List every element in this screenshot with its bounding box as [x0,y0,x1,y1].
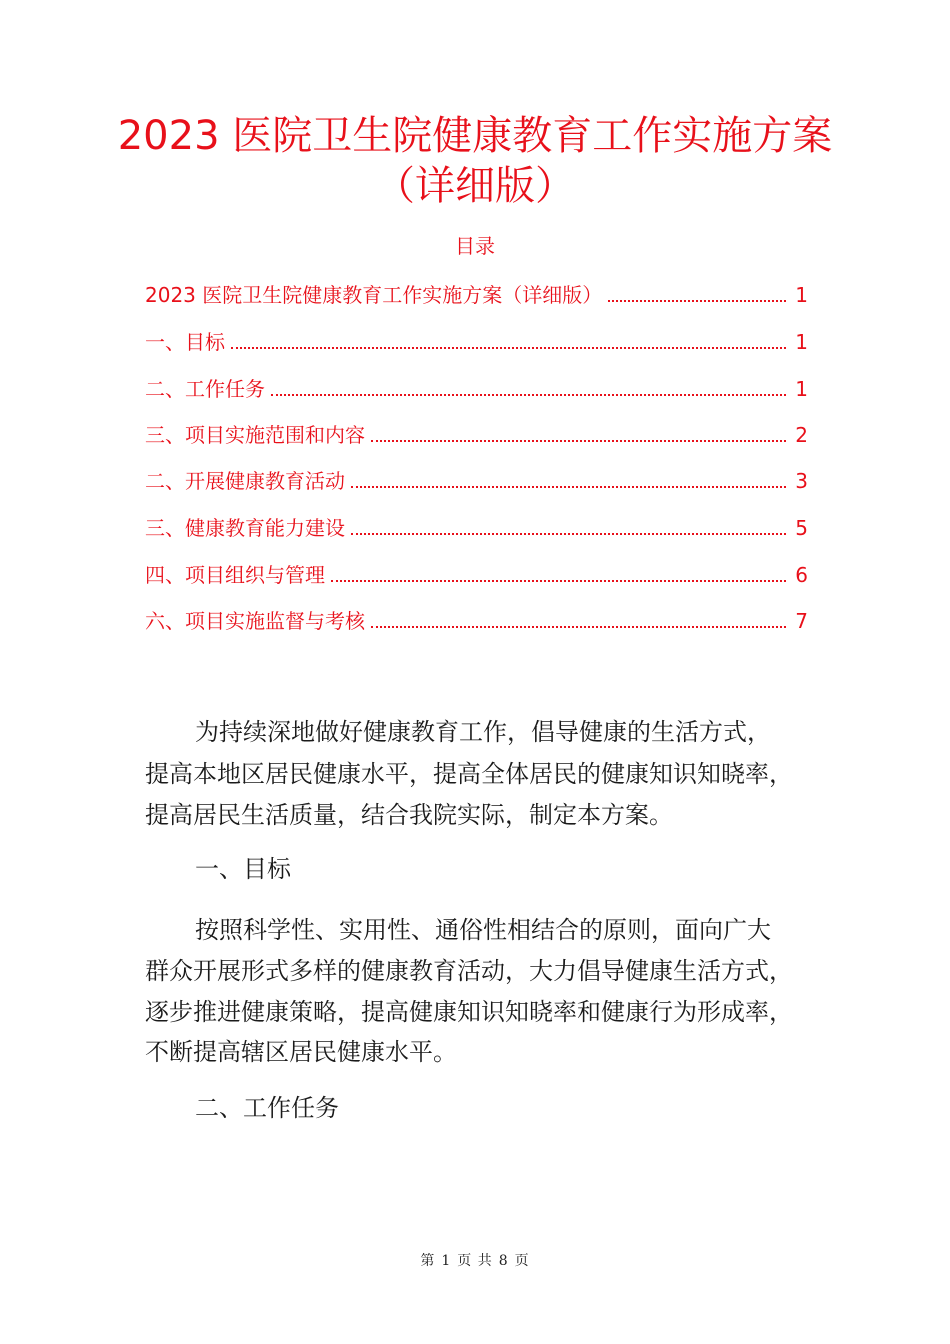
goal-paragraph-line: 逐步推进健康策略，提高健康知识知晓率和健康行为形成率， [145,998,793,1026]
toc-entry[interactable] [145,560,808,590]
toc-entry-page: 1 [795,330,808,354]
toc-entry[interactable] [145,327,808,357]
document-title-line2: （详细版） [375,163,575,209]
toc-entry-page: 6 [795,563,808,587]
toc-entry-page: 5 [795,516,808,540]
toc-entry-page: 2 [795,423,808,447]
toc-entry[interactable] [145,280,808,310]
toc-entry-page: 3 [795,469,808,493]
toc-entry-page: 7 [795,609,808,633]
toc-leader-dots [608,282,786,302]
toc-entry[interactable] [145,374,808,404]
goal-paragraph-line: 群众开展形式多样的健康教育活动，大力倡导健康生活方式， [145,957,793,985]
toc-entry-label: 四、项目组织与管理 [145,563,325,587]
toc-heading: 目录 [455,234,495,258]
footer-current-page: 1 [441,1253,452,1269]
intro-paragraph-line: 提高本地区居民健康水平，提高全体居民的健康知识知晓率， [145,760,793,788]
goal-paragraph-line: 不断提高辖区居民健康水平。 [145,1038,457,1066]
intro-paragraph-line: 为持续深地做好健康教育工作，倡导健康的生活方式， [195,718,771,746]
goal-paragraph-line: 按照科学性、实用性、通俗性相结合的原则，面向广大 [195,916,771,944]
toc-entry-page: 1 [795,377,808,401]
toc-entry-label: 一、目标 [145,330,225,354]
toc-leader-dots [271,376,786,396]
toc-entry-label: 三、健康教育能力建设 [145,516,345,540]
toc-entry-label: 六、项目实施监督与考核 [145,609,365,633]
toc-entry-label: 二、开展健康教育活动 [145,469,345,493]
document-title-line1: 2023 医院卫生院健康教育工作实施方案 [117,113,833,159]
toc-entry[interactable] [145,513,808,543]
toc-entry[interactable] [145,420,808,450]
footer-prefix: 第 [420,1253,436,1269]
toc-leader-dots [351,515,786,535]
toc-entry-label: 2023 医院卫生院健康教育工作实施方案（详细版） [145,283,603,307]
toc-leader-dots [331,562,786,582]
intro-paragraph-line: 提高居民生活质量，结合我院实际，制定本方案。 [145,801,673,829]
toc-entry[interactable] [145,466,808,496]
section-heading-tasks: 二、工作任务 [195,1094,339,1122]
footer-suffix: 页 [514,1253,530,1269]
toc-leader-dots [351,468,786,488]
toc-entry-page: 1 [795,283,808,307]
page-footer [0,1250,950,1270]
footer-middle: 页 共 [457,1253,493,1269]
section-heading-goal: 一、目标 [195,855,291,883]
toc-leader-dots [231,329,786,349]
toc-leader-dots [371,422,786,442]
toc-leader-dots [371,608,786,628]
footer-total-pages: 8 [498,1253,509,1269]
toc-entry-label: 二、工作任务 [145,377,265,401]
toc-entry[interactable] [145,606,808,636]
toc-entry-label: 三、项目实施范围和内容 [145,423,365,447]
